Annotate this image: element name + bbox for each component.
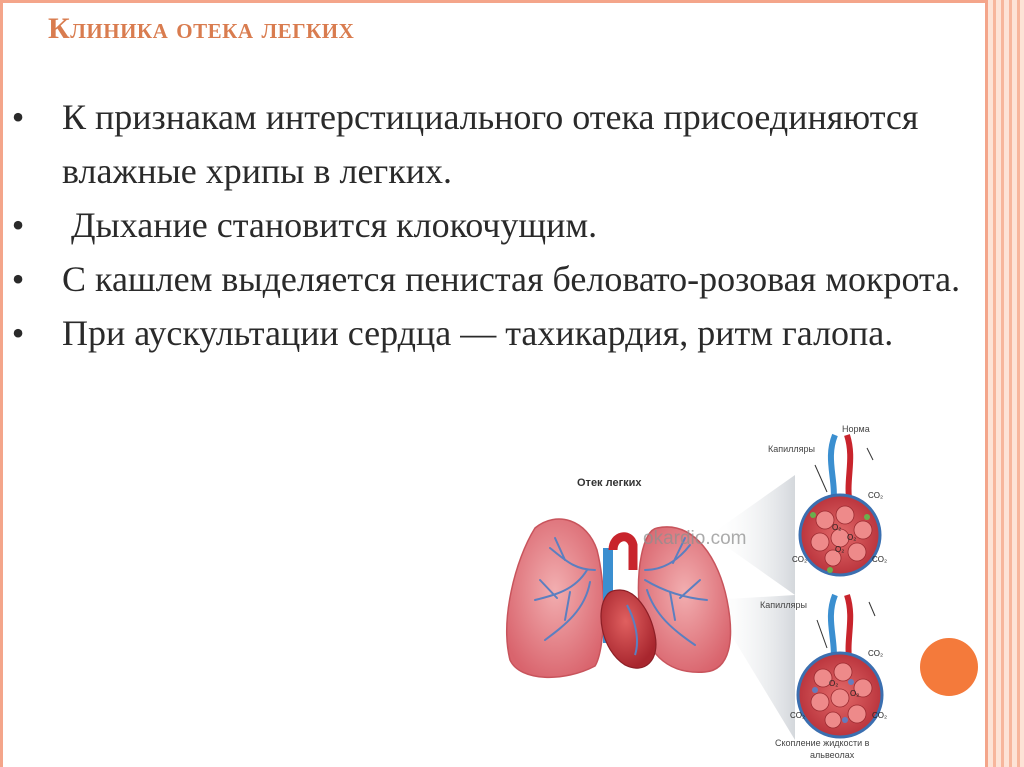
slide-title: Клиника отека легких bbox=[48, 12, 355, 45]
bullet-text: При аускультации сердца — тахикардия, ритм галопа. bbox=[62, 313, 894, 353]
label-norm: Норма bbox=[842, 424, 870, 434]
label-capillaries-bottom: Капилляры bbox=[760, 600, 807, 610]
co2-label: CO₂ bbox=[868, 491, 884, 500]
bullet-icon: • bbox=[11, 97, 25, 137]
bullet-icon: • bbox=[11, 259, 25, 299]
illustration-heading: Отек легких bbox=[577, 477, 642, 489]
decorative-circle-icon bbox=[920, 638, 978, 696]
bullet-item bbox=[8, 90, 973, 198]
caption-line-2: альвеолах bbox=[810, 750, 855, 760]
bullet-item bbox=[8, 306, 973, 360]
bullet-text: К признакам интерстициального отека присоединяются влажные хрипы в легких. bbox=[62, 97, 919, 191]
o2-label: O₂ bbox=[829, 679, 839, 688]
bullet-icon: • bbox=[11, 205, 25, 245]
watermark-text: okardio.com bbox=[643, 528, 747, 549]
decorative-stripes bbox=[988, 0, 1024, 767]
co2-label: CO₂ bbox=[790, 711, 806, 720]
o2-label: O₂ bbox=[847, 533, 857, 542]
caption-line-1: Скопление жидкости в bbox=[775, 738, 870, 748]
o2-label: O₂ bbox=[832, 523, 842, 532]
bullet-item bbox=[8, 198, 973, 252]
bullet-text: Дыхание становится клокочущим. bbox=[62, 205, 598, 245]
slide-frame-top bbox=[0, 0, 985, 3]
co2-label: CO₂ bbox=[792, 555, 808, 564]
co2-label: CO₂ bbox=[868, 649, 884, 658]
o2-label: O₂ bbox=[835, 545, 845, 554]
co2-label: CO₂ bbox=[872, 555, 888, 564]
bullet-text: С кашлем выделяется пенистая беловато-розовая мокрота. bbox=[62, 259, 961, 299]
bullet-list bbox=[8, 90, 973, 360]
bullet-item bbox=[8, 252, 973, 306]
label-capillaries-top: Капилляры bbox=[768, 444, 815, 454]
o2-label: O₂ bbox=[850, 689, 860, 698]
co2-label: CO₂ bbox=[872, 711, 888, 720]
bullet-icon: • bbox=[11, 313, 25, 353]
pulmonary-edema-illustration bbox=[495, 420, 985, 767]
slide-frame-left bbox=[0, 0, 3, 767]
